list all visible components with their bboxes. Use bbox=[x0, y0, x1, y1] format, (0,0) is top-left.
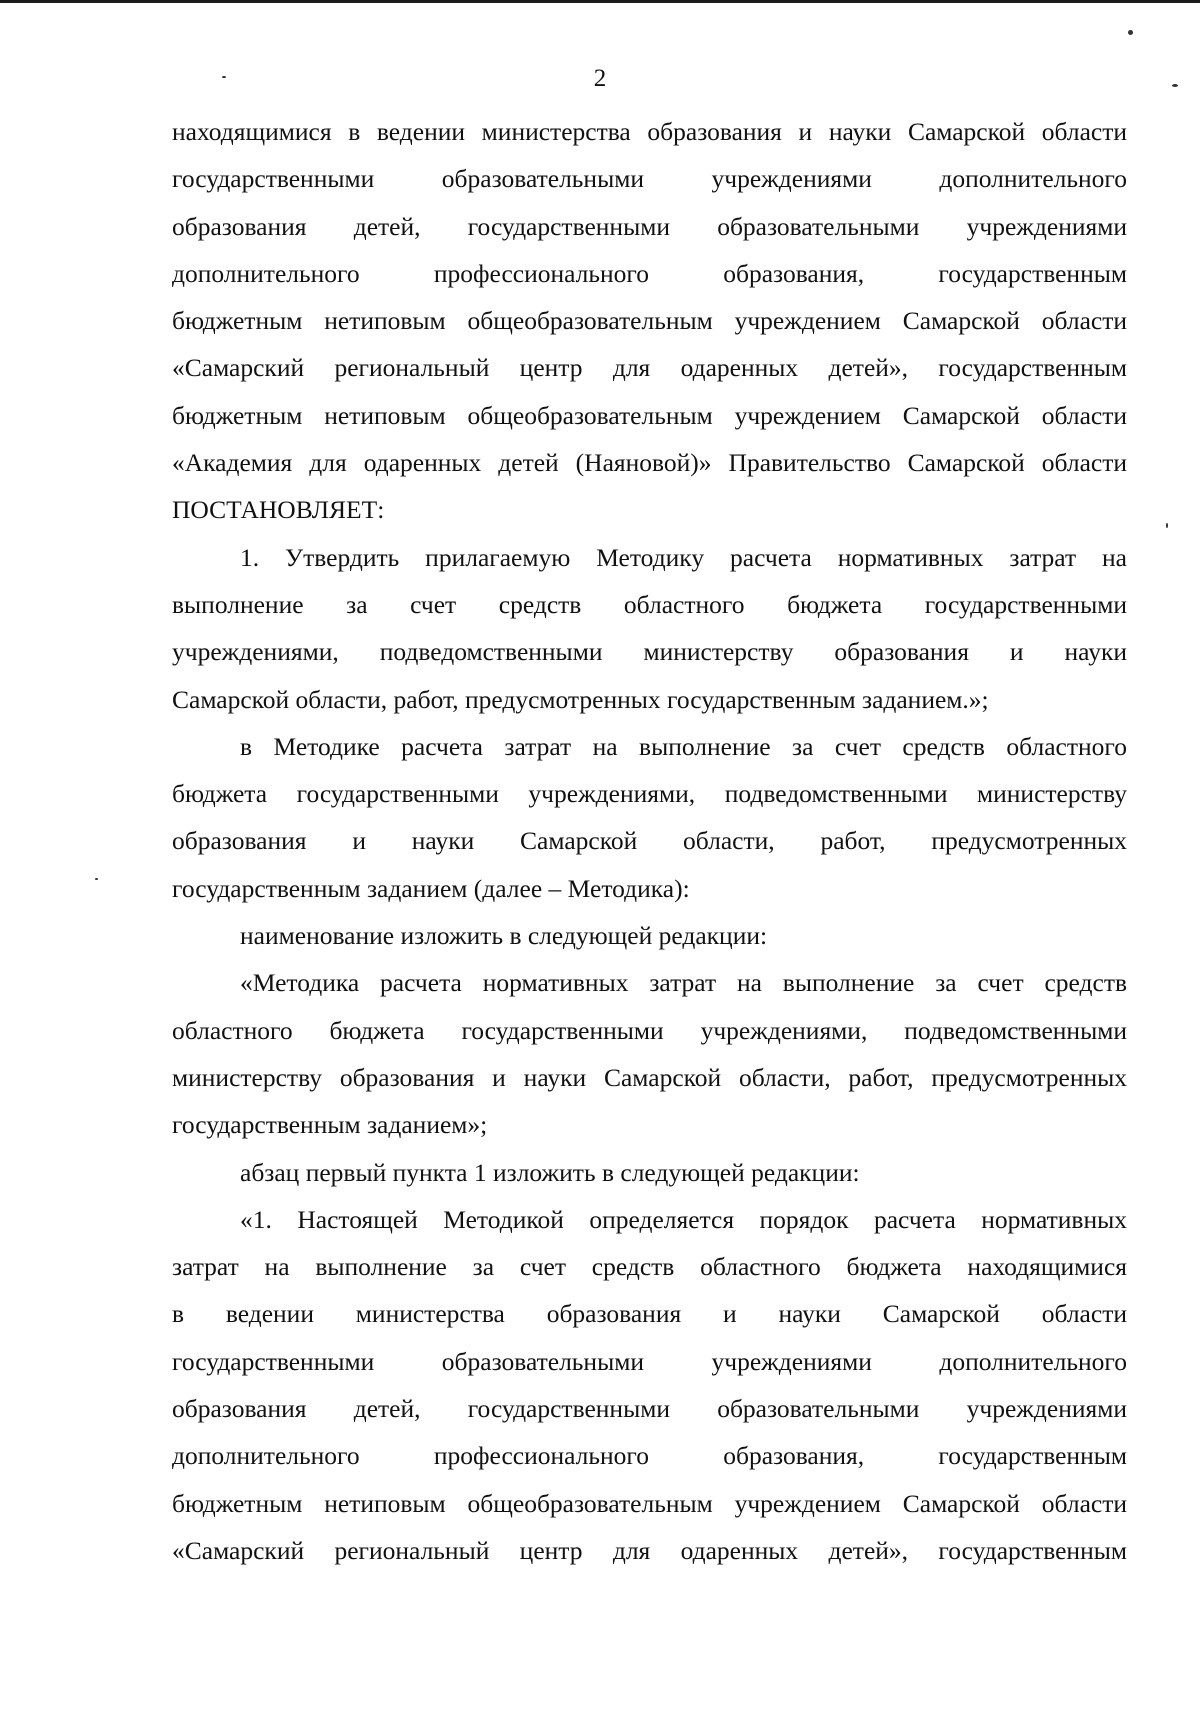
text-line: образования детей, государственными образовательными учреждениями bbox=[172, 211, 1127, 241]
text-line: государственными образовательными учреждениями дополнительного bbox=[172, 164, 1127, 194]
scan-speck bbox=[1166, 523, 1168, 528]
page-number: 2 bbox=[593, 65, 607, 92]
text-line: бюджетным нетиповым общеобразовательным учреждением Самарской области bbox=[172, 1488, 1127, 1518]
text-line: находящимися в ведении министерства образования и науки Самарской области bbox=[172, 117, 1127, 146]
text-line: ПОСТАНОВЛЯЕТ: bbox=[172, 495, 385, 525]
text-line: министерству образования и науки Самарской области, работ, предусмотренных bbox=[172, 1062, 1127, 1092]
text-line: дополнительного профессионального образования, государственным bbox=[172, 258, 1127, 288]
text-line: образования детей, государственными образовательными учреждениями bbox=[172, 1394, 1127, 1424]
text-line: в Методике расчета затрат на выполнение за счет средств областного bbox=[240, 731, 1127, 761]
text-line: бюджетным нетиповым общеобразовательным учреждением Самарской области bbox=[172, 400, 1127, 430]
scan-speck bbox=[1128, 30, 1133, 35]
text-line: наименование изложить в следующей редакции: bbox=[240, 921, 768, 951]
text-line: Самарской области, работ, предусмотренных государственным заданием.»; bbox=[172, 684, 989, 714]
text-line: областного бюджета государственными учреждениями, подведомственными bbox=[172, 1015, 1127, 1045]
scan-top-edge bbox=[0, 0, 1200, 3]
text-line: государственным заданием (далее – Методика): bbox=[172, 873, 690, 903]
text-line: «1. Настоящей Методикой определяется порядок расчета нормативных bbox=[240, 1204, 1127, 1234]
text-line: государственными образовательными учреждениями дополнительного bbox=[172, 1346, 1127, 1376]
text-line: «Самарский региональный центр для одаренных детей», государственным bbox=[172, 353, 1127, 383]
text-line: абзац первый пункта 1 изложить в следующей редакции: bbox=[240, 1157, 860, 1187]
text-line: 1. Утвердить прилагаемую Методику расчета нормативных затрат на bbox=[240, 542, 1127, 572]
scan-speck bbox=[95, 878, 98, 880]
text-line: «Самарский региональный центр для одаренных детей», государственным bbox=[172, 1535, 1127, 1565]
scan-speck bbox=[1172, 84, 1178, 87]
text-line: образования и науки Самарской области, работ, предусмотренных bbox=[172, 826, 1127, 856]
text-line: дополнительного профессионального образования, государственным bbox=[172, 1441, 1127, 1471]
text-line: в ведении министерства образования и науки Самарской области bbox=[172, 1299, 1127, 1329]
text-line: государственным заданием»; bbox=[172, 1110, 488, 1140]
scan-speck bbox=[222, 76, 226, 78]
text-line: «Методика расчета нормативных затрат на выполнение за счет средств bbox=[240, 968, 1127, 998]
text-line: «Академия для одаренных детей (Наяновой)» Правительство Самарской области bbox=[172, 448, 1127, 478]
text-line: учреждениями, подведомственными министерству образования и науки bbox=[172, 637, 1127, 667]
text-line: бюджета государственными учреждениями, подведомственными министерству bbox=[172, 779, 1127, 809]
text-line: бюджетным нетиповым общеобразовательным учреждением Самарской области bbox=[172, 306, 1127, 336]
text-line: выполнение за счет средств областного бюджета государственными bbox=[172, 589, 1127, 619]
text-line: затрат на выполнение за счет средств областного бюджета находящимися bbox=[172, 1252, 1127, 1282]
document-body bbox=[172, 108, 1127, 1574]
